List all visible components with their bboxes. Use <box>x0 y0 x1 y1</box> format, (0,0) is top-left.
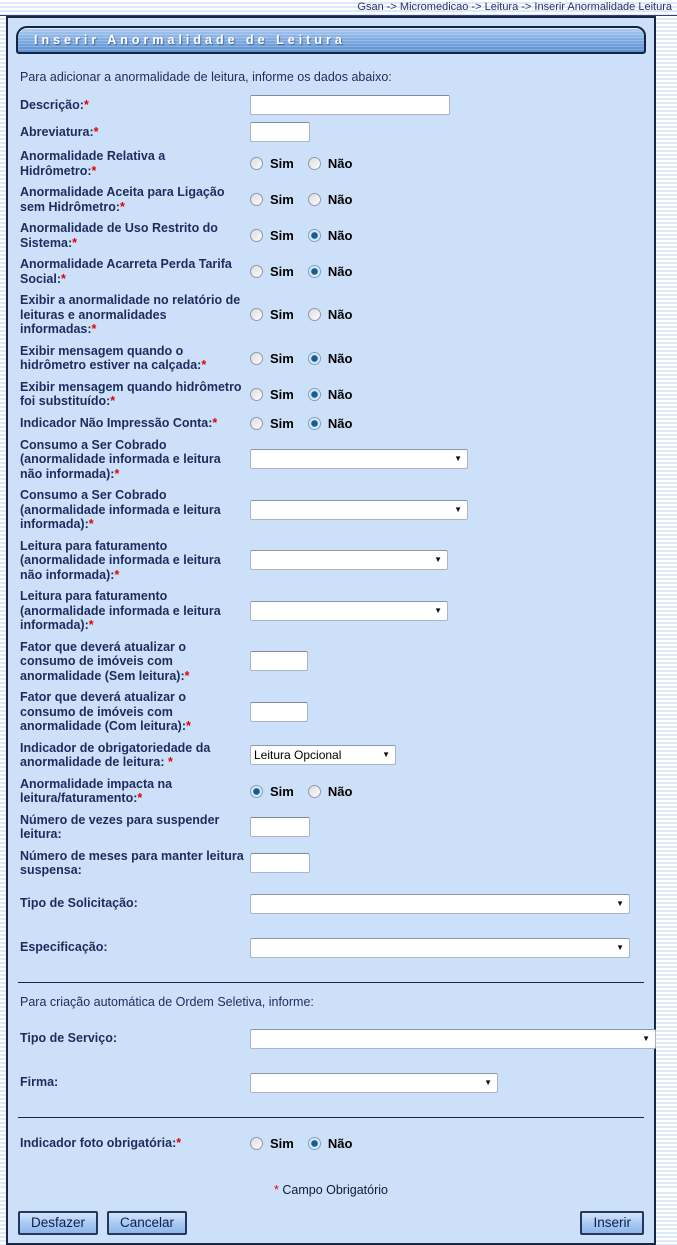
breadcrumb[interactable]: Gsan -> Micromedicao -> Leitura -> Inserir Anormalidade Leitura <box>0 0 677 16</box>
field-row-vezes-suspender <box>20 813 646 842</box>
leitura-fat-informada-select[interactable] <box>250 601 448 621</box>
impacta-label <box>20 777 250 806</box>
impacta-sim-radio[interactable] <box>250 785 263 798</box>
required-asterisk: * <box>184 668 190 683</box>
required-asterisk: * <box>83 97 89 112</box>
leitura-fat-informada-label <box>20 589 250 633</box>
sim-radio-label: Sim <box>270 415 294 431</box>
consumo-nao-informada-select[interactable] <box>250 449 468 469</box>
ordem-seletiva-section-text: Para criação automática de Ordem Seletiva, informe: <box>20 994 314 1009</box>
required-asterisk: * <box>274 1182 279 1197</box>
button-row <box>18 1211 644 1235</box>
consumo-informada-label-text: Consumo a Ser Cobrado (anormalidade informada e leitura informada): <box>20 488 221 531</box>
consumo-informada-label <box>20 488 250 532</box>
page-title: Inserir Anormalidade de Leitura <box>16 26 646 54</box>
field-row-impacta <box>20 777 646 806</box>
msg-substituido-label-text: Exibir mensagem quando hidrômetro foi substituído: <box>20 379 242 408</box>
firma-label <box>20 1075 250 1090</box>
meses-manter-label <box>20 849 250 878</box>
leitura-fat-informada-label-text: Leitura para faturamento (anormalidade informada e leitura informada): <box>20 589 221 632</box>
desfazer-button[interactable]: Desfazer <box>18 1211 98 1235</box>
field-row-consumo-informada <box>20 488 646 532</box>
dropdown-arrow-icon: ▼ <box>434 605 442 615</box>
msg-calcada-label-text: Exibir mensagem quando o hidrômetro estiver na calçada: <box>20 343 202 372</box>
obrigatoriedade-label <box>20 741 250 770</box>
firma-label-text: Firma: <box>20 1075 59 1090</box>
exibir-relatorio-label-text: Exibir a anormalidade no relatório de leituras e anormalidades informadas: <box>20 293 241 336</box>
required-asterisk: * <box>212 415 218 430</box>
exibir-relatorio-nao-radio[interactable] <box>308 308 321 321</box>
nao-radio-label: Não <box>327 228 353 243</box>
aceita-ligacao-label <box>20 185 250 214</box>
tipo-servico-select[interactable] <box>250 1029 656 1049</box>
nao-radio-label: Não <box>327 783 353 799</box>
consumo-informada-select[interactable] <box>250 500 468 520</box>
field-row-descricao <box>20 95 646 115</box>
nao-radio-label: Não <box>327 156 353 171</box>
required-asterisk: * <box>114 466 120 481</box>
field-row-perda-tarifa <box>20 257 646 286</box>
msg-calcada-label <box>20 344 250 373</box>
relativa-hidrometro-sim-radio[interactable] <box>250 157 263 170</box>
required-asterisk: * <box>114 567 120 582</box>
required-asterisk: * <box>91 322 97 336</box>
abreviatura-input[interactable] <box>250 122 310 142</box>
descricao-label <box>20 98 250 113</box>
sim-radio-label: Sim <box>270 386 294 402</box>
abreviatura-label-text: Abreviatura: <box>20 124 94 139</box>
abreviatura-label <box>20 125 250 140</box>
nao-radio-label: Não <box>327 1135 353 1151</box>
sim-radio-label: Sim <box>270 307 294 323</box>
nao-impressao-label-text: Indicador Não Impressão Conta: <box>20 415 213 430</box>
perda-tarifa-nao-radio[interactable] <box>308 265 321 278</box>
required-note-text: Campo Obrigatório <box>278 1182 388 1197</box>
meses-manter-label-text: Número de meses para manter leitura suspensa: <box>20 848 244 877</box>
required-asterisk: * <box>93 124 99 139</box>
required-asterisk: * <box>201 358 207 372</box>
sim-radio-label: Sim <box>270 156 294 171</box>
vezes-suspender-label-text: Número de vezes para suspender leitura: <box>20 812 220 841</box>
consumo-nao-informada-label <box>20 438 250 482</box>
descricao-input[interactable] <box>250 95 450 115</box>
fator-com-leitura-label <box>20 690 250 734</box>
msg-substituido-nao-radio[interactable] <box>308 388 321 401</box>
field-row-firma <box>20 1073 646 1093</box>
dropdown-arrow-icon: ▼ <box>454 504 462 514</box>
field-row-meses-manter <box>20 849 646 878</box>
sim-radio-label: Sim <box>270 192 294 207</box>
nao-radio-label: Não <box>327 192 353 207</box>
intro-text: Para adicionar a anormalidade de leitura, informe os dados abaixo: <box>20 70 392 84</box>
leitura-fat-nao-informada-label-text: Leitura para faturamento (anormalidade informada e leitura não informada): <box>20 538 221 582</box>
field-row-consumo-nao-informada <box>20 438 646 482</box>
required-asterisk: * <box>61 271 66 286</box>
exibir-relatorio-sim-radio[interactable] <box>250 308 263 321</box>
aceita-ligacao-label-text: Anormalidade Aceita para Ligação sem Hidrômetro: <box>20 185 225 214</box>
dropdown-arrow-icon: ▼ <box>484 1077 492 1087</box>
nao-radio-label: Não <box>327 307 353 323</box>
msg-substituido-label <box>20 380 250 409</box>
field-row-especificacao <box>20 938 646 958</box>
fator-sem-leitura-label <box>20 640 250 684</box>
field-row-aceita-ligacao <box>20 185 646 214</box>
field-row-abreviatura <box>20 122 646 142</box>
obrigatoriedade-label-text: Indicador de obrigatoriedade da anormalidade de leitura: <box>20 740 211 769</box>
msg-calcada-nao-radio[interactable] <box>308 352 321 365</box>
firma-select[interactable] <box>250 1073 498 1093</box>
descricao-label-text: Descrição: <box>20 97 84 112</box>
nao-radio-label: Não <box>327 386 353 402</box>
sim-radio-label: Sim <box>270 264 294 279</box>
vezes-suspender-label <box>20 813 250 842</box>
uso-restrito-nao-radio[interactable] <box>308 229 321 242</box>
field-row-msg-substituido <box>20 380 646 409</box>
form-container <box>6 16 656 1245</box>
uso-restrito-label <box>20 221 250 250</box>
msg-calcada-sim-radio[interactable] <box>250 352 263 365</box>
foto-obrigatoria-label-text: Indicador foto obrigatória: <box>20 1135 177 1150</box>
nao-impressao-nao-radio[interactable] <box>308 417 321 430</box>
aceita-ligacao-nao-radio[interactable] <box>308 193 321 206</box>
field-row-relativa-hidrometro <box>20 149 646 178</box>
dropdown-arrow-icon: ▼ <box>382 750 390 759</box>
field-row-nao-impressao <box>20 416 646 431</box>
obrigatoriedade-select[interactable] <box>250 745 396 765</box>
nao-impressao-label <box>20 416 250 431</box>
leitura-fat-nao-informada-label <box>20 539 250 583</box>
consumo-nao-informada-label-text: Consumo a Ser Cobrado (anormalidade informada e leitura não informada): <box>20 437 221 481</box>
required-asterisk: * <box>91 163 97 178</box>
field-row-uso-restrito <box>20 221 646 250</box>
field-row-fator-sem-leitura <box>20 640 646 684</box>
field-row-tipo-servico <box>20 1029 650 1049</box>
tipo-solicitacao-select[interactable] <box>250 894 630 914</box>
vezes-suspender-input[interactable] <box>250 817 310 837</box>
relativa-hidrometro-nao-radio[interactable] <box>308 157 321 170</box>
field-row-obrigatoriedade <box>20 741 646 770</box>
sim-radio-label: Sim <box>270 350 294 366</box>
especificacao-label-text: Especificação: <box>20 940 108 955</box>
section-divider <box>18 1117 644 1118</box>
required-asterisk: * <box>176 1135 182 1150</box>
impacta-nao-radio[interactable] <box>308 785 321 798</box>
field-row-exibir-relatorio <box>20 293 646 337</box>
required-asterisk: * <box>186 719 191 733</box>
sim-radio-label: Sim <box>270 783 294 799</box>
tipo-solicitacao-label-text: Tipo de Solicitação: <box>20 896 138 911</box>
dropdown-arrow-icon: ▼ <box>434 555 442 565</box>
required-asterisk: * <box>167 755 173 769</box>
field-row-fator-com-leitura <box>20 690 646 734</box>
especificacao-select[interactable] <box>250 938 630 958</box>
exibir-relatorio-label <box>20 293 250 337</box>
meses-manter-input[interactable] <box>250 853 310 873</box>
nao-impressao-sim-radio[interactable] <box>250 417 263 430</box>
foto-obrigatoria-nao-radio[interactable] <box>308 1137 321 1150</box>
required-asterisk: * <box>88 517 94 531</box>
tipo-solicitacao-label <box>20 896 250 911</box>
nao-radio-label: Não <box>327 415 353 431</box>
dropdown-arrow-icon: ▼ <box>616 898 624 908</box>
perda-tarifa-label <box>20 257 250 286</box>
field-row-leitura-fat-informada <box>20 589 646 633</box>
required-asterisk: * <box>72 235 77 250</box>
section-divider <box>18 982 644 983</box>
msg-substituido-sim-radio[interactable] <box>250 388 263 401</box>
field-row-leitura-fat-nao-informada <box>20 539 646 583</box>
inserir-button[interactable]: Inserir <box>580 1211 644 1235</box>
perda-tarifa-label-text: Anormalidade Acarreta Perda Tarifa Social: <box>20 257 232 286</box>
cancelar-button[interactable]: Cancelar <box>107 1211 187 1235</box>
foto-obrigatoria-label <box>20 1136 250 1151</box>
leitura-fat-nao-informada-select[interactable] <box>250 550 448 570</box>
fator-sem-leitura-input[interactable] <box>250 651 308 671</box>
nao-radio-label: Não <box>327 264 353 279</box>
especificacao-label <box>20 940 250 955</box>
tipo-servico-label <box>20 1031 250 1046</box>
nao-radio-label: Não <box>327 350 353 366</box>
fator-com-leitura-label-text: Fator que deverá atualizar o consumo de imóveis com anormalidade (Com leitura): <box>20 690 187 733</box>
sim-radio-label: Sim <box>270 1135 294 1151</box>
dropdown-arrow-icon: ▼ <box>642 1033 650 1043</box>
field-row-foto-obrigatoria <box>20 1136 646 1151</box>
impacta-label-text: Anormalidade impacta na leitura/faturamento: <box>20 776 173 805</box>
uso-restrito-label-text: Anormalidade de Uso Restrito do Sistema: <box>20 221 218 250</box>
relativa-hidrometro-label <box>20 149 250 178</box>
field-row-tipo-solicitacao <box>20 894 646 914</box>
required-asterisk: * <box>110 394 116 408</box>
tipo-servico-label-text: Tipo de Serviço: <box>20 1031 118 1046</box>
aceita-ligacao-sim-radio[interactable] <box>250 193 263 206</box>
sim-radio-label: Sim <box>270 228 294 243</box>
relativa-hidrometro-label-text: Anormalidade Relativa a Hidrômetro: <box>20 149 166 178</box>
field-row-msg-calcada <box>20 344 646 373</box>
dropdown-arrow-icon: ▼ <box>616 942 624 952</box>
dropdown-arrow-icon: ▼ <box>454 454 462 464</box>
fator-sem-leitura-label-text: Fator que deverá atualizar o consumo de imóveis com anormalidade (Sem leitura): <box>20 639 187 683</box>
perda-tarifa-sim-radio[interactable] <box>250 265 263 278</box>
uso-restrito-sim-radio[interactable] <box>250 229 263 242</box>
required-asterisk: * <box>120 199 125 214</box>
fator-com-leitura-input[interactable] <box>250 702 308 722</box>
required-asterisk: * <box>137 791 143 805</box>
foto-obrigatoria-sim-radio[interactable] <box>250 1137 263 1150</box>
required-asterisk: * <box>88 618 94 632</box>
